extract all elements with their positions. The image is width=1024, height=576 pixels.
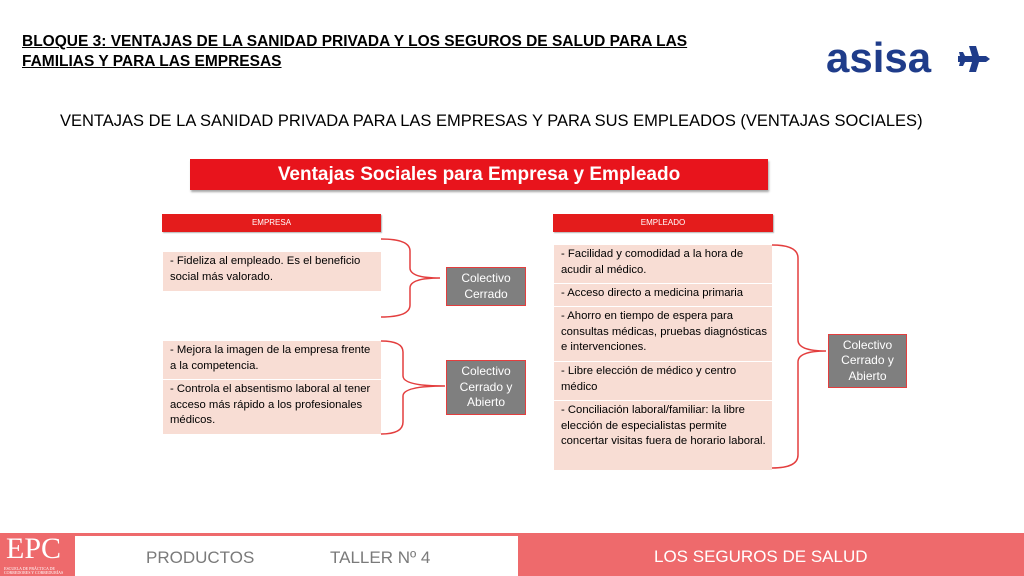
empresa-item: - Fideliza al empleado. Es el beneficio social más valorado. xyxy=(163,252,381,291)
empleado-item: - Ahorro en tiempo de espera para consultas médicas, pruebas diagnósticas e intervenciones. xyxy=(554,307,772,362)
epc-logo: EPC xyxy=(6,532,62,565)
footer-top-line xyxy=(75,533,518,536)
empresa-item: - Controla el absentismo laboral al tener acceso más rápido a los profesionales médicos. xyxy=(163,380,381,434)
epc-logo-subtitle: ESCUELA DE PRÁCTICA DE CORREDORES Y CORREDURÍAS xyxy=(4,566,64,575)
logo-text: asisa xyxy=(826,38,932,78)
main-banner: Ventajas Sociales para Empresa y Empleado xyxy=(190,159,768,190)
empleado-item: - Conciliación laboral/familiar: la libre elección de especialistas permite concertar visitas fuera de horario laboral. xyxy=(554,401,772,470)
tag-empleado-colectivo: Colectivo Cerrado y Abierto xyxy=(828,334,907,388)
empresa-item: - Mejora la imagen de la empresa frente a la competencia. xyxy=(163,341,381,380)
footer-productos: PRODUCTOS xyxy=(146,548,255,567)
bracket-empresa-1 xyxy=(381,239,440,317)
page-title: BLOQUE 3: VENTAJAS DE LA SANIDAD PRIVADA Y LOS SEGUROS DE SALUD PARA LAS FAMILIAS Y PARA LAS EMPRESAS xyxy=(22,33,688,70)
bracket-empresa-2 xyxy=(381,341,445,434)
empleado-item: - Libre elección de médico y centro médico xyxy=(554,362,772,401)
empresa-header: EMPRESA xyxy=(162,214,381,232)
empleado-item: - Acceso directo a medicina primaria xyxy=(554,284,772,307)
empleado-item: - Facilidad y comodidad a la hora de acudir al médico. xyxy=(554,245,772,284)
section-subtitle: VENTAJAS DE LA SANIDAD PRIVADA PARA LAS EMPRESAS Y PARA SUS EMPLEADOS (VENTAJAS SOCIALES) xyxy=(60,112,923,130)
footer-taller: TALLER Nº 4 xyxy=(330,548,431,567)
empleado-header: EMPLEADO xyxy=(553,214,773,232)
footer-section-title: LOS SEGUROS DE SALUD xyxy=(654,547,868,566)
tag-colectivo-cerrado: Colectivo Cerrado xyxy=(446,267,526,306)
footer-middle xyxy=(75,533,518,576)
tag-colectivo-cerrado-abierto: Colectivo Cerrado y Abierto xyxy=(446,360,526,415)
bracket-empleado xyxy=(772,245,826,468)
